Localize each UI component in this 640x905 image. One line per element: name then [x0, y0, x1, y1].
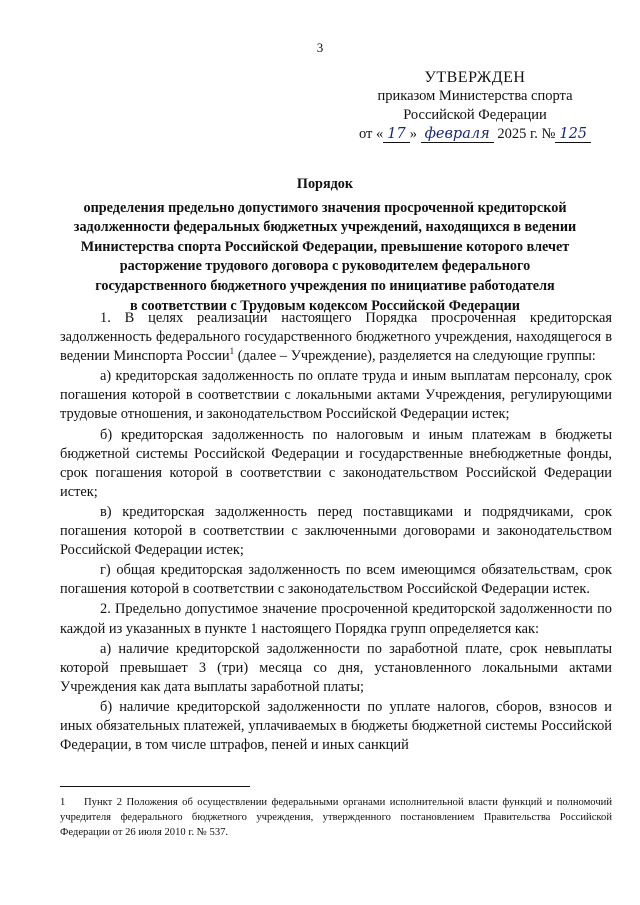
paragraph-1a: а) кредиторская задолженность по оплате труда и иным выплатам персоналу, срок погашения которой в соответствии с локальными актами Учреждения, регулирующими трудовые отношения, и законодательством Российской Федерации истек;: [60, 368, 612, 423]
approval-date-line: [330, 125, 620, 144]
date-prefix: от «: [358, 126, 384, 142]
document-title: [55, 175, 595, 316]
footnote-mark: 1: [60, 797, 66, 808]
approval-line-2: Российской Федерации: [403, 107, 547, 123]
approval-block: [330, 68, 620, 144]
handwritten-number: 125: [555, 126, 591, 143]
page-number: 3: [316, 40, 324, 55]
approval-line-1: приказом Министерства спорта: [377, 88, 573, 104]
handwritten-month: февраля: [421, 126, 494, 143]
year-text: 2025 г. №: [497, 126, 556, 142]
approval-status: УТВЕРЖДЕН: [424, 69, 526, 86]
footnote-ref: 1: [229, 346, 235, 357]
paragraph-1b: б) кредиторская задолженность по налоговым и иным платежам в бюджеты бюджетной системы Российской Федерации и государственные внебюджетные фонды, срок погашения которой в соответствии с законодательством Российской Федерации истек;: [60, 426, 612, 500]
paragraph-1c: в) кредиторская задолженность перед поставщиками и подрядчиками, срок погашения которой в соответствии с заключенными договорами и законодательством Российской Федерации истек;: [60, 503, 612, 559]
paragraph-1: [60, 309, 612, 366]
footnote: [60, 796, 612, 840]
paragraph-1-text-b: (далее – Учреждение), разделяется на следующие группы:: [234, 348, 596, 365]
paragraph-1-text-a: 1. В целях реализации настоящего Порядка просроченная кредиторская задолженность федерального государственного бюджетного учреждения, находящегося в ведении Минспорта России: [60, 310, 612, 365]
document-body: [60, 309, 612, 755]
title-line: определения предельно допустимого значения просроченной кредиторской: [83, 199, 567, 216]
title-head: Порядок: [296, 176, 354, 192]
handwritten-day: 17: [383, 126, 409, 143]
paragraph-1d: г) общая кредиторская задолженность по всем имеющимся обязательствам, срок погашения которой в соответствии с законодательством Российской Федерации истек.: [60, 562, 612, 598]
title-line: задолженности федеральных бюджетных учреждений, находящихся в ведении: [73, 219, 577, 236]
title-line: в соответствии с Трудовым кодексом Российской Федерации: [130, 297, 520, 314]
paragraph-2b: б) наличие кредиторской задолженности по уплате налогов, сборов, взносов и иных обязательных платежей, уплачиваемых в бюджеты бюджетной системы Российской Федерации, в том числе штрафов, пеней и иных санкций: [60, 698, 612, 754]
title-line: расторжение трудового договора с руководителем федерального: [119, 258, 531, 275]
paragraph-2a: а) наличие кредиторской задолженности по заработной плате, срок невыплаты которой превышает 3 (три) месяца со дня, установленного локальными актами Учреждения как дата выплаты заработной платы;: [60, 640, 612, 695]
footnote-divider: [60, 786, 250, 787]
title-line: Министерства спорта Российской Федерации, превышение которого влечет: [80, 238, 570, 255]
title-line: государственного бюджетного учреждения по инициативе работодателя: [95, 277, 555, 294]
date-mid: »: [409, 126, 417, 142]
paragraph-2: 2. Предельно допустимое значение просроченной кредиторской задолженности по каждой из указанных в пункте 1 настоящего Порядка групп определяется как:: [60, 601, 612, 637]
footnote-text: Пункт 2 Положения об осуществлении федеральными органами исполнительной власти функций и полномочий учредителя федерального бюджетного учреждения, утвержденного постановлением Правительства Российской Федерации от 26 июля 2010 г. № 537.: [60, 797, 612, 838]
